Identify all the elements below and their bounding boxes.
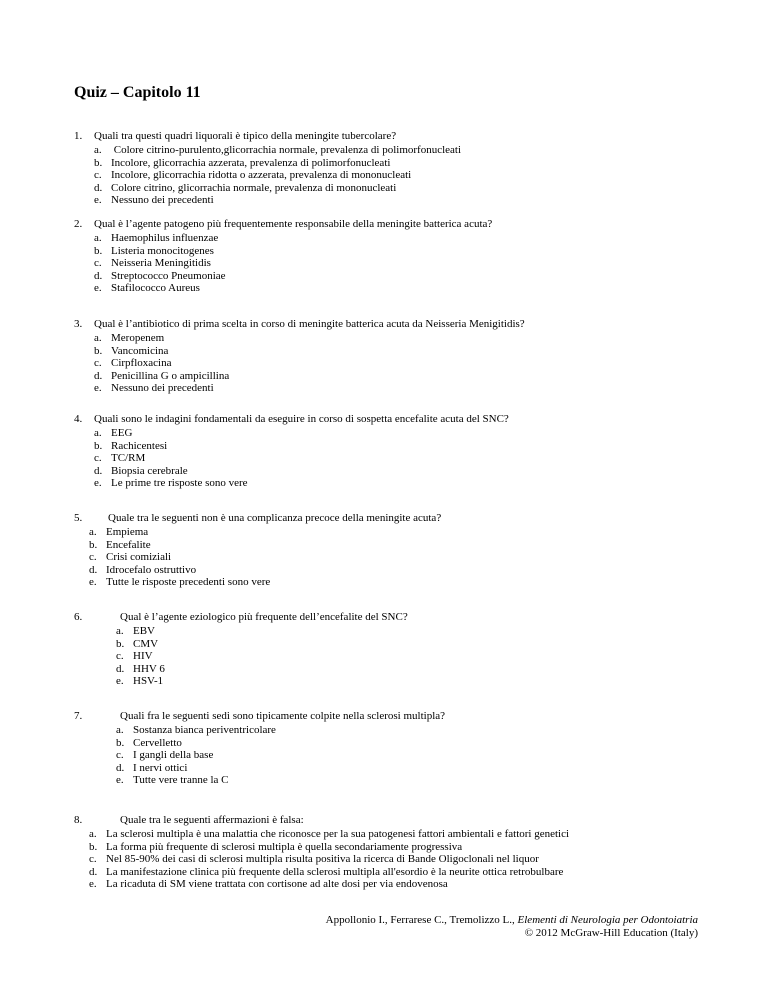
- option-letter: d.: [116, 761, 125, 774]
- option-letter: d.: [94, 464, 103, 477]
- option-letter: a.: [94, 232, 102, 244]
- question-number: 4.: [74, 413, 83, 425]
- question-text: Qual è l’agente patogeno più frequentemente responsabile della meningite batterica acuta?: [94, 218, 493, 230]
- option-letter: a.: [94, 144, 102, 156]
- footer-book-title: Elementi di Neurologia per Odontoiatria: [517, 914, 698, 926]
- option-letter: c.: [89, 853, 97, 865]
- option-text: Penicillina G o ampicillina: [111, 369, 230, 382]
- option-letter: e.: [94, 382, 102, 394]
- option-text: I nervi ottici: [133, 761, 188, 774]
- option-letter: b.: [94, 156, 103, 169]
- option-letter: c.: [94, 257, 102, 269]
- option-text: Biopsia cerebrale: [111, 464, 188, 477]
- option-text: Idrocefalo ostruttivo: [106, 563, 197, 576]
- footer-authors: Appollonio I., Ferrarese C., Tremolizzo L.,: [325, 914, 515, 926]
- option-text: I gangli della base: [133, 749, 214, 761]
- option-letter: d.: [94, 269, 103, 282]
- option-letter: c.: [94, 452, 102, 464]
- question-text: Quali tra questi quadri liquorali è tipico della meningite tubercolare?: [94, 130, 397, 142]
- option-letter: a.: [89, 828, 97, 840]
- option-letter: a.: [116, 625, 124, 637]
- page-title: Quiz – Capitolo 11: [74, 84, 201, 101]
- option-text: Nel 85-90% dei casi di sclerosi multipla risulta positiva la ricerca di Bande Oligoclonali nel liquor: [106, 853, 539, 865]
- option-letter: b.: [89, 538, 98, 551]
- option-text: HSV-1: [133, 675, 164, 687]
- option-text: Incolore, glicorrachia azzerata, prevalenza di polimorfonucleati: [111, 156, 391, 169]
- option-letter: b.: [116, 637, 125, 650]
- question-number: 1.: [74, 130, 83, 142]
- footer-citation: [326, 914, 698, 927]
- option-text: Stafilococco Aureus: [111, 282, 200, 294]
- option-text: Neisseria Meningitidis: [111, 257, 211, 269]
- option-text: Incolore, glicorrachia ridotta o azzerata, prevalenza di mononucleati: [111, 169, 412, 181]
- option-text: Le prime tre risposte sono vere: [111, 477, 248, 489]
- question-number: 7.: [74, 710, 83, 722]
- option-text: Colore citrino, glicorrachia normale, prevalenza di mononucleati: [111, 181, 397, 194]
- option-text: Streptococco Pneumoniae: [111, 269, 226, 282]
- footer-copyright: © 2012 McGraw-Hill Education (Italy): [524, 927, 698, 939]
- option-letter: d.: [116, 662, 125, 675]
- option-text: Cervelletto: [133, 736, 182, 749]
- option-text: HIV: [133, 650, 153, 662]
- option-text: Empiema: [106, 526, 149, 538]
- option-text: CMV: [133, 637, 159, 650]
- option-letter: c.: [94, 169, 102, 181]
- option-text: HHV 6: [133, 662, 165, 675]
- option-letter: e.: [94, 194, 102, 206]
- option-text: Listeria monocitogenes: [111, 244, 214, 257]
- page-footer: [326, 914, 698, 940]
- option-letter: a.: [116, 724, 124, 736]
- option-text: Tutte le risposte precedenti sono vere: [106, 576, 271, 588]
- option-text: Meropenem: [111, 332, 165, 344]
- option-text: Vancomicina: [111, 344, 169, 357]
- option-text: EEG: [111, 427, 133, 439]
- option-letter: c.: [116, 749, 124, 761]
- option-text: La ricaduta di SM viene trattata con cortisone ad alte dosi per via endovenosa: [106, 878, 448, 890]
- option-letter: b.: [94, 439, 103, 452]
- question-text: Quali fra le seguenti sedi sono tipicamente colpite nella sclerosi multipla?: [120, 710, 446, 722]
- option-letter: c.: [94, 357, 102, 369]
- option-letter: e.: [94, 282, 102, 294]
- option-letter: e.: [89, 878, 97, 890]
- option-letter: d.: [89, 563, 98, 576]
- option-text: Tutte vere tranne la C: [133, 774, 229, 786]
- option-letter: d.: [94, 369, 103, 382]
- option-letter: c.: [116, 650, 124, 662]
- option-text: TC/RM: [111, 452, 146, 464]
- question-number: 8.: [74, 814, 83, 826]
- question-text: Qual è l’agente eziologico più frequente dell’encefalite del SNC?: [120, 611, 408, 623]
- option-letter: b.: [94, 244, 103, 257]
- question-text: Quale tra le seguenti affermazioni è falsa:: [120, 814, 304, 826]
- option-text: Nessuno dei precedenti: [111, 382, 214, 394]
- option-letter: a.: [89, 526, 97, 538]
- question-number: 3.: [74, 318, 83, 330]
- question-text: Qual è l’antibiotico di prima scelta in corso di meningite batterica acuta da Neisseria Menigitidis?: [94, 318, 525, 330]
- option-text: Rachicentesi: [111, 439, 168, 452]
- option-letter: c.: [89, 551, 97, 563]
- option-letter: b.: [116, 736, 125, 749]
- option-letter: b.: [89, 840, 98, 853]
- option-text: Haemophilus influenzae: [111, 232, 219, 244]
- option-letter: a.: [94, 332, 102, 344]
- option-letter: e.: [89, 576, 97, 588]
- option-text: Encefalite: [106, 538, 151, 551]
- option-letter: d.: [94, 181, 103, 194]
- option-text: Crisi comiziali: [106, 551, 172, 563]
- option-text: La manifestazione clinica più frequente della sclerosi multipla all'esordio è la neurite ottica retrobulbare: [106, 865, 564, 878]
- option-letter: a.: [94, 427, 102, 439]
- option-letter: e.: [94, 477, 102, 489]
- option-text: Cirpfloxacina: [111, 357, 172, 369]
- question-text: Quale tra le seguenti non è una complicanza precoce della meningite acuta?: [108, 512, 442, 524]
- option-letter: d.: [89, 865, 98, 878]
- option-text: Sostanza bianca periventricolare: [133, 724, 276, 736]
- option-text: Nessuno dei precedenti: [111, 194, 214, 206]
- question-number: 5.: [74, 512, 83, 524]
- option-letter: e.: [116, 675, 124, 687]
- option-text: La sclerosi multipla è una malattia che riconosce per la sua patogenesi fattori ambientali e fattori genetici: [106, 828, 570, 840]
- question-number: 2.: [74, 218, 83, 230]
- option-text: La forma più frequente di sclerosi multipla è quella secondariamente progressiva: [106, 840, 463, 853]
- option-letter: b.: [94, 344, 103, 357]
- option-letter: e.: [116, 774, 124, 786]
- option-text: Colore citrino-purulento,glicorrachia normale, prevalenza di polimorfonucleati: [111, 144, 462, 156]
- option-text: EBV: [133, 625, 155, 637]
- question-text: Quali sono le indagini fondamentali da eseguire in corso di sospetta encefalite acuta del SNC?: [94, 413, 509, 425]
- question-number: 6.: [74, 611, 83, 623]
